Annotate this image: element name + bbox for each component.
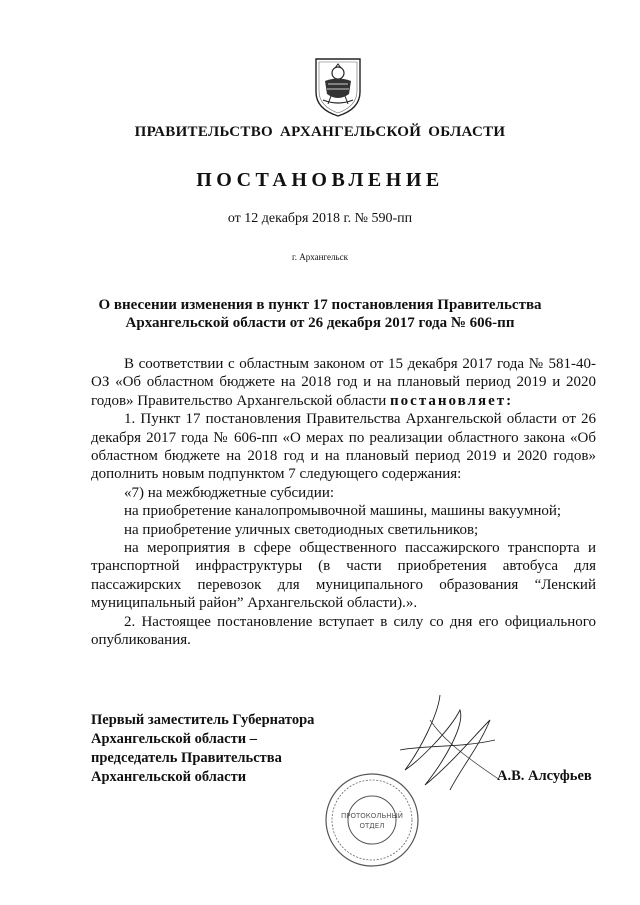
title-line-2: Архангельской области от 26 декабря 2017 года № 606-пп (125, 315, 515, 331)
document-type: ПОСТАНОВЛЕНИЕ (196, 169, 444, 191)
paragraph-preamble (91, 355, 596, 410)
svg-text:ПРОТОКОЛЬНЫЙ: ПРОТОКОЛЬНЫЙ (340, 812, 404, 820)
svg-text:ОТДЕЛ: ОТДЕЛ (359, 822, 385, 830)
coat-of-arms-icon (313, 56, 363, 118)
official-stamp (312, 770, 432, 870)
title-line-1: О внесении изменения в пункт 17 постановления Правительства (98, 297, 542, 313)
organization-name: ПРАВИТЕЛЬСТВО АРХАНГЕЛЬСКОЙ ОБЛАСТИ (134, 124, 506, 140)
document-date-number: от 12 декабря 2018 г. № 590-пп (227, 211, 413, 226)
document-city: г. Архангельск (292, 252, 348, 262)
preamble-text: В соответствии с областным законом от 15 декабря 2017 года № 581-40-ОЗ «Об областном бюджете на 2018 год и на плановый период 2019 и 2020 годов» Правительство Архангельской области (91, 356, 596, 409)
resolves-emphasis: постановляет: (390, 392, 514, 409)
paragraph-item-1: 1. Пункт 17 постановления Правительства Архангельской области от 26 декабря 2017 года № 606-пп «О мерах по реализации областного закона «Об областном бюджете на 2018 год и на плановый период 2019 и 2020 годов» дополнить новым подпунктом 7 следующего содержания: (91, 411, 596, 483)
signer-position (91, 711, 314, 787)
paragraph-item-2: 2. Настоящее постановление вступает в силу со дня его официального опубликования. (91, 613, 596, 649)
document-title (0, 296, 640, 332)
paragraph-subsidies: «7) на межбюджетные субсидии: (124, 484, 335, 501)
signer-position-line-2: Архангельской области – (91, 731, 257, 747)
signer-position-line-1: Первый заместитель Губернатора (91, 712, 315, 728)
signer-name: А.В. Алсуфьев (497, 768, 592, 784)
paragraph-transport: на мероприятия в сфере общественного пассажирского транспорта и транспортной инфраструктуры (в части приобретения автобуса для пассажирских перевозок для муниципального образования “Ленский муниципальный район” Архангельской области).». (91, 540, 596, 612)
document-body (91, 355, 596, 650)
signer-position-line-4: Архангельской области (91, 769, 247, 785)
paragraph-lamps: на приобретение уличных светодиодных светильников; (124, 521, 479, 538)
signer-position-line-3: председатель Правительства (91, 750, 282, 766)
paragraph-machines: на приобретение каналопромывочной машины, машины вакуумной; (124, 503, 562, 520)
